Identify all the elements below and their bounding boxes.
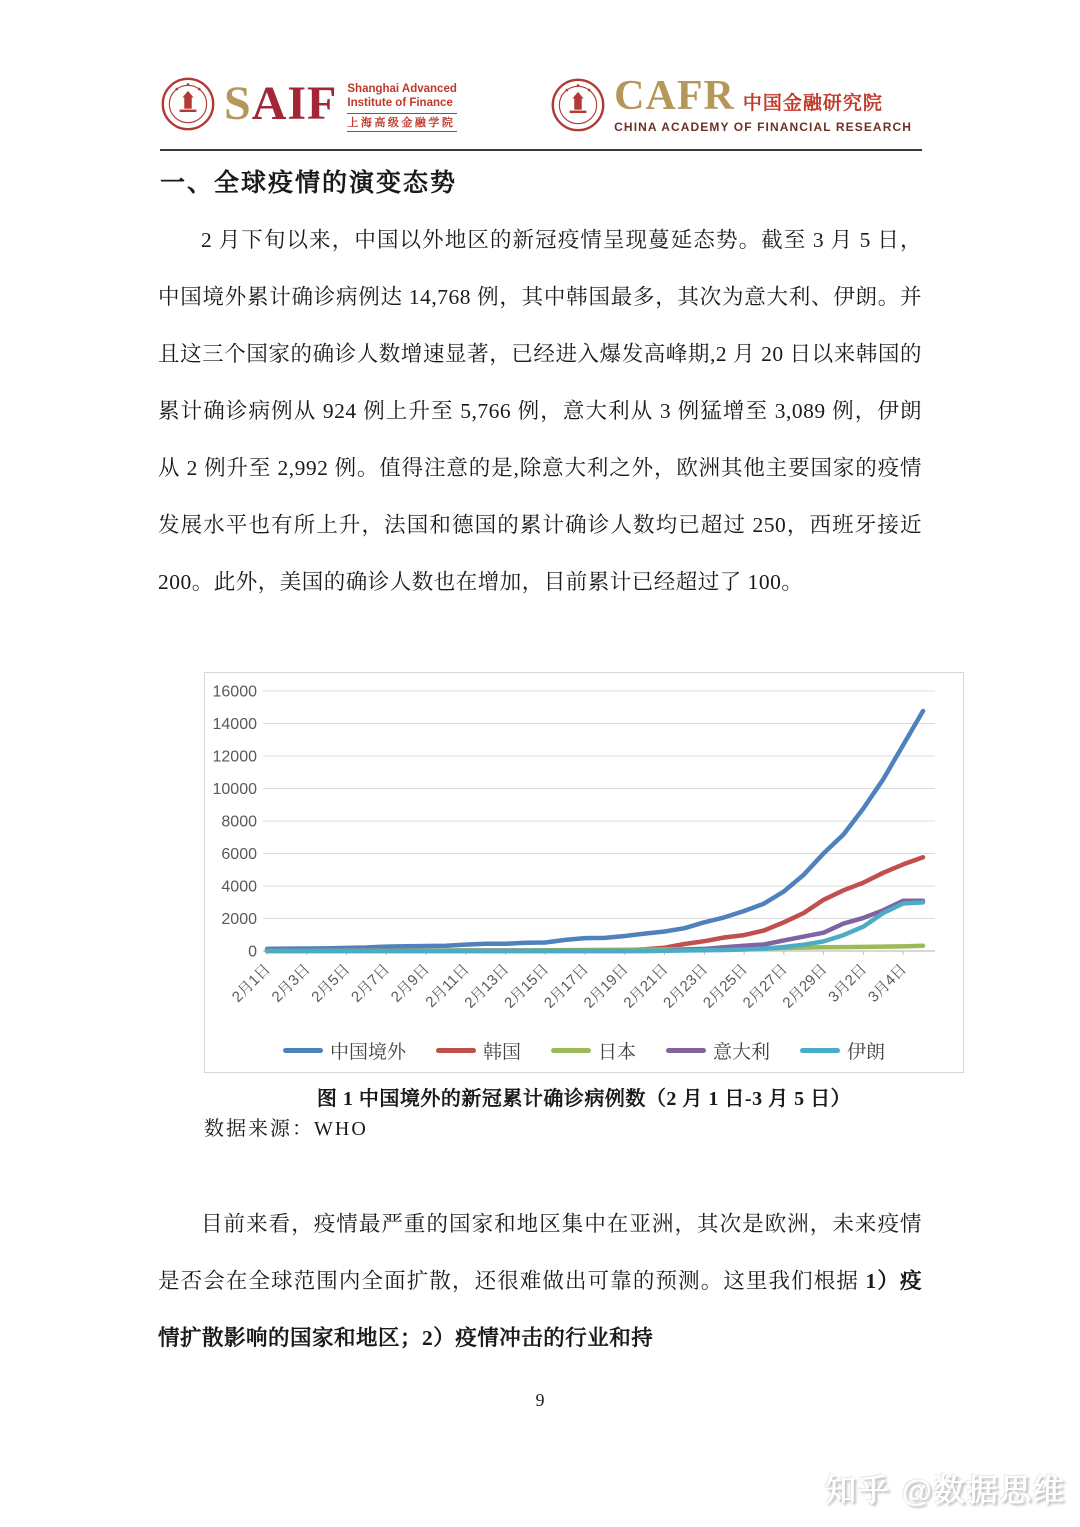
paragraph-2-normal: 目前来看，疫情最严重的国家和地区集中在亚洲，其次是欧洲，未来疫情是否会在全球范围内全面扩散，还很难做出可靠的预测。这里我们根据 bbox=[158, 1212, 922, 1293]
cafr-logo-text bbox=[614, 73, 912, 134]
header-rule bbox=[160, 149, 922, 151]
svg-text:2月25日: 2月25日 bbox=[699, 960, 751, 1012]
saif-logo bbox=[160, 76, 457, 132]
series-line-意大利 bbox=[267, 901, 923, 951]
chart-gridlines bbox=[263, 691, 935, 919]
legend-label: 日本 bbox=[597, 1042, 636, 1063]
svg-text:2月19日: 2月19日 bbox=[580, 960, 632, 1012]
legend-item bbox=[283, 1037, 406, 1064]
svg-text:4000: 4000 bbox=[221, 878, 257, 896]
svg-text:2月17日: 2月17日 bbox=[540, 960, 592, 1012]
saif-acronym-gold: S bbox=[224, 77, 252, 130]
legend-label: 意大利 bbox=[713, 1042, 771, 1063]
svg-text:2月15日: 2月15日 bbox=[501, 960, 553, 1012]
header bbox=[160, 73, 922, 146]
saif-acronym-red: AIF bbox=[251, 77, 338, 130]
line-chart bbox=[205, 673, 961, 1025]
legend-swatch bbox=[551, 1048, 591, 1053]
x-axis-labels bbox=[229, 961, 910, 1012]
legend-item bbox=[551, 1037, 636, 1064]
svg-text:2月29日: 2月29日 bbox=[779, 960, 831, 1012]
legend-item bbox=[800, 1037, 885, 1064]
svg-text:2月13日: 2月13日 bbox=[461, 960, 513, 1012]
svg-text:2000: 2000 bbox=[221, 911, 257, 928]
saif-line1: Shanghai Advanced bbox=[347, 83, 457, 95]
svg-text:2月9日: 2月9日 bbox=[387, 960, 433, 1006]
svg-text:14000: 14000 bbox=[212, 716, 257, 733]
figure-source: 数据来源：WHO bbox=[204, 1118, 368, 1140]
svg-text:2月1日: 2月1日 bbox=[228, 960, 274, 1006]
watermark: 知乎 @数据思维 bbox=[825, 1473, 1066, 1508]
cafr-acronym: CAFR bbox=[614, 73, 735, 119]
paragraph-1: 2 月下旬以来，中国以外地区的新冠疫情呈现蔓延态势。截至 3 月 5 日，中国境外累计确诊病例达 14,768 例，其中韩国最多，其次为意大利、伊朗。并且这三个国家的确诊人数增速显著，已经进入爆发高峰期,2 月 20 日以来韩国的累计确诊病例从 924 例上升至 5,766 例，意大利从 3 例猛增至 3,089 例，伊朗从 2 例升至 2,992 例。值得注意的是,除意大利之外，欧洲其他主要国家的疫情发展水平也有所上升，法国和德国的累计确诊人数均已超过 250，西班牙接近 200。此外，美国的确诊人数也在增加，目前累计已经超过了 100。 bbox=[158, 228, 922, 594]
legend-item bbox=[436, 1037, 521, 1064]
saif-acronym bbox=[224, 76, 337, 132]
saif-line2: Institute of Finance bbox=[347, 97, 453, 109]
svg-text:16000: 16000 bbox=[212, 683, 257, 701]
cafr-seal-icon bbox=[550, 77, 606, 133]
legend-item bbox=[666, 1037, 770, 1064]
figure-chart bbox=[204, 672, 964, 1073]
series-line-中国境外 bbox=[267, 711, 923, 949]
page-number: 9 bbox=[535, 1390, 545, 1410]
svg-text:10000: 10000 bbox=[212, 781, 257, 798]
svg-text:2月7日: 2月7日 bbox=[348, 960, 394, 1006]
paragraph-2-bold: 1）疫情扩散影响的国家和地区；2）疫情冲击的行业和持 bbox=[158, 1269, 922, 1350]
legend-swatch bbox=[436, 1048, 476, 1053]
legend-swatch bbox=[666, 1048, 706, 1053]
legend-swatch bbox=[800, 1048, 840, 1053]
svg-text:3月4日: 3月4日 bbox=[864, 960, 910, 1006]
legend-label: 韩国 bbox=[482, 1042, 521, 1063]
figure-caption: 图 1 中国境外的新冠累计确诊病例数（2 月 1 日-3 月 5 日） bbox=[316, 1088, 852, 1110]
svg-text:2月3日: 2月3日 bbox=[268, 960, 314, 1006]
saif-line3: 上海高级金融学院 bbox=[347, 113, 457, 132]
legend-label: 伊朗 bbox=[847, 1042, 886, 1063]
svg-text:2月5日: 2月5日 bbox=[308, 960, 354, 1006]
cafr-cn-name: 中国金融研究院 bbox=[742, 93, 883, 114]
svg-text:2月27日: 2月27日 bbox=[739, 960, 791, 1012]
chart-legend bbox=[205, 1037, 963, 1064]
svg-text:3月2日: 3月2日 bbox=[825, 960, 871, 1006]
svg-text:12000: 12000 bbox=[212, 748, 257, 766]
svg-text:2月21日: 2月21日 bbox=[620, 960, 672, 1012]
cafr-logo bbox=[550, 73, 912, 134]
y-axis-labels bbox=[213, 684, 258, 961]
legend-label: 中国境外 bbox=[329, 1042, 406, 1063]
section-heading: 一、全球疫情的演变态势 bbox=[160, 170, 458, 197]
series-line-伊朗 bbox=[267, 902, 923, 951]
svg-text:2月23日: 2月23日 bbox=[660, 960, 712, 1012]
svg-text:8000: 8000 bbox=[221, 813, 257, 831]
saif-logo-text bbox=[347, 76, 457, 132]
svg-text:6000: 6000 bbox=[221, 846, 257, 863]
svg-text:0: 0 bbox=[248, 943, 257, 961]
svg-text:2月11日: 2月11日 bbox=[422, 960, 473, 1011]
cafr-en-name: CHINA ACADEMY OF FINANCIAL RESEARCH bbox=[614, 120, 912, 134]
paragraph-2 bbox=[158, 1196, 922, 1367]
legend-swatch bbox=[283, 1048, 323, 1053]
saif-seal-icon bbox=[160, 76, 216, 132]
